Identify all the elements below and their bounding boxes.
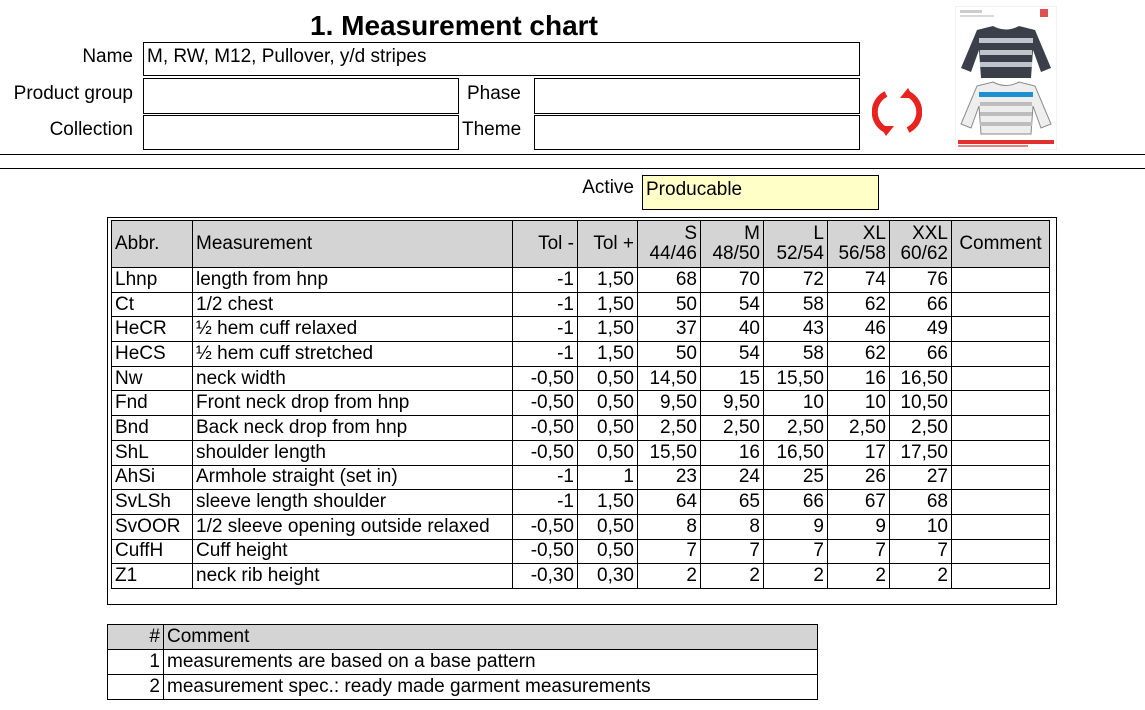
phase-label: Phase (467, 83, 521, 104)
size-value-cell[interactable]: 58 (764, 342, 828, 367)
size-value-cell[interactable]: 2 (764, 564, 828, 589)
abbr-cell[interactable]: Nw (112, 366, 193, 391)
size-value-cell[interactable]: 8 (638, 514, 701, 539)
abbr-cell[interactable]: ShL (112, 440, 193, 465)
size-value-cell[interactable]: 40 (701, 317, 764, 342)
refresh-icon[interactable] (872, 86, 922, 138)
size-value-cell[interactable]: 10 (828, 391, 890, 416)
size-value-cell[interactable]: 23 (638, 465, 701, 490)
table-row (112, 440, 1050, 465)
pullover-thumbnail (955, 6, 1057, 150)
header-divider-top (0, 154, 1145, 155)
table-row (112, 391, 1050, 416)
measurement-name-cell[interactable]: length from hnp (193, 268, 513, 293)
name-field[interactable]: M, RW, M12, Pullover, y/d stripes (143, 42, 860, 76)
measurement-name-cell[interactable]: 1/2 chest (193, 292, 513, 317)
size-value-cell[interactable]: 16 (701, 440, 764, 465)
theme-field[interactable] (534, 115, 860, 150)
size-value-cell[interactable]: 37 (638, 317, 701, 342)
col-header-size-s: S 44/46 (638, 221, 701, 268)
size-value-cell[interactable]: 74 (828, 268, 890, 293)
measurement-name-cell[interactable]: Front neck drop from hnp (193, 391, 513, 416)
table-row (112, 292, 1050, 317)
comment-cell[interactable] (952, 342, 1050, 367)
table-row (112, 465, 1050, 490)
comment-cell[interactable] (952, 391, 1050, 416)
tol-minus-cell[interactable]: -1 (513, 490, 578, 515)
size-value-cell[interactable]: 66 (764, 490, 828, 515)
size-value-cell[interactable]: 16 (828, 366, 890, 391)
list-item (108, 675, 818, 700)
collection-label: Collection (49, 119, 133, 140)
comment-cell[interactable] (952, 416, 1050, 441)
size-value-cell[interactable]: 66 (890, 292, 952, 317)
size-value-cell[interactable]: 68 (638, 268, 701, 293)
measurement-name-cell[interactable]: Back neck drop from hnp (193, 416, 513, 441)
size-value-cell[interactable]: 10 (890, 514, 952, 539)
tol-minus-cell[interactable]: -0,50 (513, 440, 578, 465)
size-value-cell[interactable]: 26 (828, 465, 890, 490)
comment-text[interactable]: measurements are based on a base pattern (164, 650, 818, 675)
abbr-cell[interactable]: SvLSh (112, 490, 193, 515)
size-value-cell[interactable]: 7 (764, 539, 828, 564)
comment-cell[interactable] (952, 440, 1050, 465)
size-value-cell[interactable]: 7 (638, 539, 701, 564)
size-value-cell[interactable]: 7 (828, 539, 890, 564)
comment-number: 2 (108, 675, 164, 700)
product-group-label: Product group (13, 83, 133, 104)
comment-number: 1 (108, 650, 164, 675)
abbr-cell[interactable]: HeCS (112, 342, 193, 367)
measurement-name-cell[interactable]: ½ hem cuff stretched (193, 342, 513, 367)
active-label: Active (582, 177, 634, 198)
abbr-cell[interactable]: Lhnp (112, 268, 193, 293)
tol-plus-cell[interactable]: 1,50 (578, 292, 638, 317)
size-value-cell[interactable]: 67 (828, 490, 890, 515)
tol-minus-cell[interactable]: -1 (513, 317, 578, 342)
size-value-cell[interactable]: 24 (701, 465, 764, 490)
measurement-name-cell[interactable]: Cuff height (193, 539, 513, 564)
size-value-cell[interactable]: 17,50 (890, 440, 952, 465)
col-header-size-m: M 48/50 (701, 221, 764, 268)
size-value-cell[interactable]: 7 (890, 539, 952, 564)
measurement-name-cell[interactable]: shoulder length (193, 440, 513, 465)
size-value-cell[interactable]: 10 (764, 391, 828, 416)
measurement-name-cell[interactable]: neck rib height (193, 564, 513, 589)
measurement-name-cell[interactable]: neck width (193, 366, 513, 391)
size-value-cell[interactable]: 76 (890, 268, 952, 293)
size-value-cell[interactable]: 2,50 (638, 416, 701, 441)
col-header-abbr: Abbr. (112, 221, 193, 268)
page-title: 1. Measurement chart (310, 10, 598, 41)
comment-text[interactable]: measurement spec.: ready made garment measurements (164, 675, 818, 700)
abbr-cell[interactable]: HeCR (112, 317, 193, 342)
table-row (112, 366, 1050, 391)
size-value-cell[interactable]: 17 (828, 440, 890, 465)
size-value-cell[interactable]: 9,50 (701, 391, 764, 416)
size-value-cell[interactable]: 54 (701, 342, 764, 367)
size-value-cell[interactable]: 16,50 (764, 440, 828, 465)
comment-cell[interactable] (952, 465, 1050, 490)
tol-minus-cell[interactable]: -0,50 (513, 391, 578, 416)
tol-plus-cell[interactable]: 0,50 (578, 391, 638, 416)
table-row (112, 342, 1050, 367)
tol-minus-cell[interactable]: -0,30 (513, 564, 578, 589)
tol-plus-cell[interactable]: 0,50 (578, 366, 638, 391)
size-value-cell[interactable]: 27 (890, 465, 952, 490)
col-header-comment: Comment (952, 221, 1050, 268)
tol-plus-cell[interactable]: 0,50 (578, 539, 638, 564)
comment-cell[interactable] (952, 317, 1050, 342)
tol-minus-cell[interactable]: -0,50 (513, 366, 578, 391)
tol-minus-cell[interactable]: -0,50 (513, 539, 578, 564)
size-value-cell[interactable]: 2 (828, 564, 890, 589)
tol-plus-cell[interactable]: 0,50 (578, 416, 638, 441)
size-value-cell[interactable]: 2 (701, 564, 764, 589)
active-status-field[interactable]: Producable (642, 175, 879, 210)
size-value-cell[interactable]: 2,50 (701, 416, 764, 441)
tol-minus-cell[interactable]: -1 (513, 465, 578, 490)
size-value-cell[interactable]: 43 (764, 317, 828, 342)
col-header-size-l: L 52/54 (764, 221, 828, 268)
table-row (112, 416, 1050, 441)
comments-header-num: # (108, 625, 164, 650)
name-label: Name (82, 46, 133, 67)
abbr-cell[interactable]: Ct (112, 292, 193, 317)
comment-cell[interactable] (952, 366, 1050, 391)
measurement-name-cell[interactable]: ½ hem cuff relaxed (193, 317, 513, 342)
size-value-cell[interactable]: 46 (828, 317, 890, 342)
size-value-cell[interactable]: 66 (890, 342, 952, 367)
measurement-name-cell[interactable]: Armhole straight (set in) (193, 465, 513, 490)
size-value-cell[interactable]: 70 (701, 268, 764, 293)
size-value-cell[interactable]: 15,50 (638, 440, 701, 465)
size-value-cell[interactable]: 14,50 (638, 366, 701, 391)
size-value-cell[interactable]: 50 (638, 292, 701, 317)
size-value-cell[interactable]: 72 (764, 268, 828, 293)
table-row (112, 268, 1050, 293)
tol-plus-cell[interactable]: 1,50 (578, 342, 638, 367)
abbr-cell[interactable]: CuffH (112, 539, 193, 564)
size-value-cell[interactable]: 2 (638, 564, 701, 589)
col-header-tol-minus: Tol - (513, 221, 578, 268)
comment-cell[interactable] (952, 539, 1050, 564)
size-value-cell[interactable]: 62 (828, 292, 890, 317)
col-header-size-xxl: XXL 60/62 (890, 221, 952, 268)
size-value-cell[interactable]: 2,50 (828, 416, 890, 441)
table-row (112, 317, 1050, 342)
tol-minus-cell[interactable]: -0,50 (513, 514, 578, 539)
comment-cell[interactable] (952, 514, 1050, 539)
col-header-measurement: Measurement (193, 221, 513, 268)
table-row (112, 514, 1050, 539)
list-item (108, 650, 818, 675)
size-value-cell[interactable]: 68 (890, 490, 952, 515)
comments-header-comment: Comment (164, 625, 818, 650)
tol-plus-cell[interactable]: 1,50 (578, 490, 638, 515)
size-value-cell[interactable]: 62 (828, 342, 890, 367)
comment-cell[interactable] (952, 292, 1050, 317)
size-value-cell[interactable]: 9,50 (638, 391, 701, 416)
size-value-cell[interactable]: 2,50 (764, 416, 828, 441)
tol-minus-cell[interactable]: -1 (513, 268, 578, 293)
theme-label: Theme (462, 119, 522, 140)
size-value-cell[interactable]: 16,50 (890, 366, 952, 391)
size-value-cell[interactable]: 65 (701, 490, 764, 515)
abbr-cell[interactable]: Fnd (112, 391, 193, 416)
collection-field[interactable] (143, 115, 459, 150)
size-value-cell[interactable]: 2,50 (890, 416, 952, 441)
comment-cell[interactable] (952, 268, 1050, 293)
size-value-cell[interactable]: 10,50 (890, 391, 952, 416)
size-value-cell[interactable]: 9 (764, 514, 828, 539)
abbr-cell[interactable]: SvOOR (112, 514, 193, 539)
size-value-cell[interactable]: 54 (701, 292, 764, 317)
header-divider-bottom (0, 168, 1145, 169)
size-value-cell[interactable]: 8 (701, 514, 764, 539)
tol-plus-cell[interactable]: 1 (578, 465, 638, 490)
size-value-cell[interactable]: 9 (828, 514, 890, 539)
tol-plus-cell[interactable]: 1,50 (578, 317, 638, 342)
size-value-cell[interactable]: 7 (701, 539, 764, 564)
col-header-size-xl: XL 56/58 (828, 221, 890, 268)
measurement-name-cell[interactable]: sleeve length shoulder (193, 490, 513, 515)
tol-plus-cell[interactable]: 0,30 (578, 564, 638, 589)
size-value-cell[interactable]: 15,50 (764, 366, 828, 391)
tol-minus-cell[interactable]: -0,50 (513, 416, 578, 441)
comment-cell[interactable] (952, 490, 1050, 515)
tol-plus-cell[interactable]: 0,50 (578, 440, 638, 465)
col-header-tol-plus: Tol + (578, 221, 638, 268)
table-row (112, 490, 1050, 515)
measurement-table (111, 220, 1050, 589)
size-value-cell[interactable]: 15 (701, 366, 764, 391)
measurement-name-cell[interactable]: 1/2 sleeve opening outside relaxed (193, 514, 513, 539)
size-value-cell[interactable]: 49 (890, 317, 952, 342)
table-row (112, 539, 1050, 564)
comments-table (107, 624, 818, 700)
tol-plus-cell[interactable]: 1,50 (578, 268, 638, 293)
table-row (112, 564, 1050, 589)
size-value-cell[interactable]: 58 (764, 292, 828, 317)
size-value-cell[interactable]: 25 (764, 465, 828, 490)
abbr-cell[interactable]: AhSi (112, 465, 193, 490)
size-value-cell[interactable]: 64 (638, 490, 701, 515)
tol-minus-cell[interactable]: -1 (513, 342, 578, 367)
size-value-cell[interactable]: 50 (638, 342, 701, 367)
product-group-field[interactable] (143, 78, 459, 114)
phase-field[interactable] (534, 78, 860, 114)
abbr-cell[interactable]: Z1 (112, 564, 193, 589)
abbr-cell[interactable]: Bnd (112, 416, 193, 441)
size-value-cell[interactable]: 2 (890, 564, 952, 589)
tol-plus-cell[interactable]: 0,50 (578, 514, 638, 539)
tol-minus-cell[interactable]: -1 (513, 292, 578, 317)
comment-cell[interactable] (952, 564, 1050, 589)
